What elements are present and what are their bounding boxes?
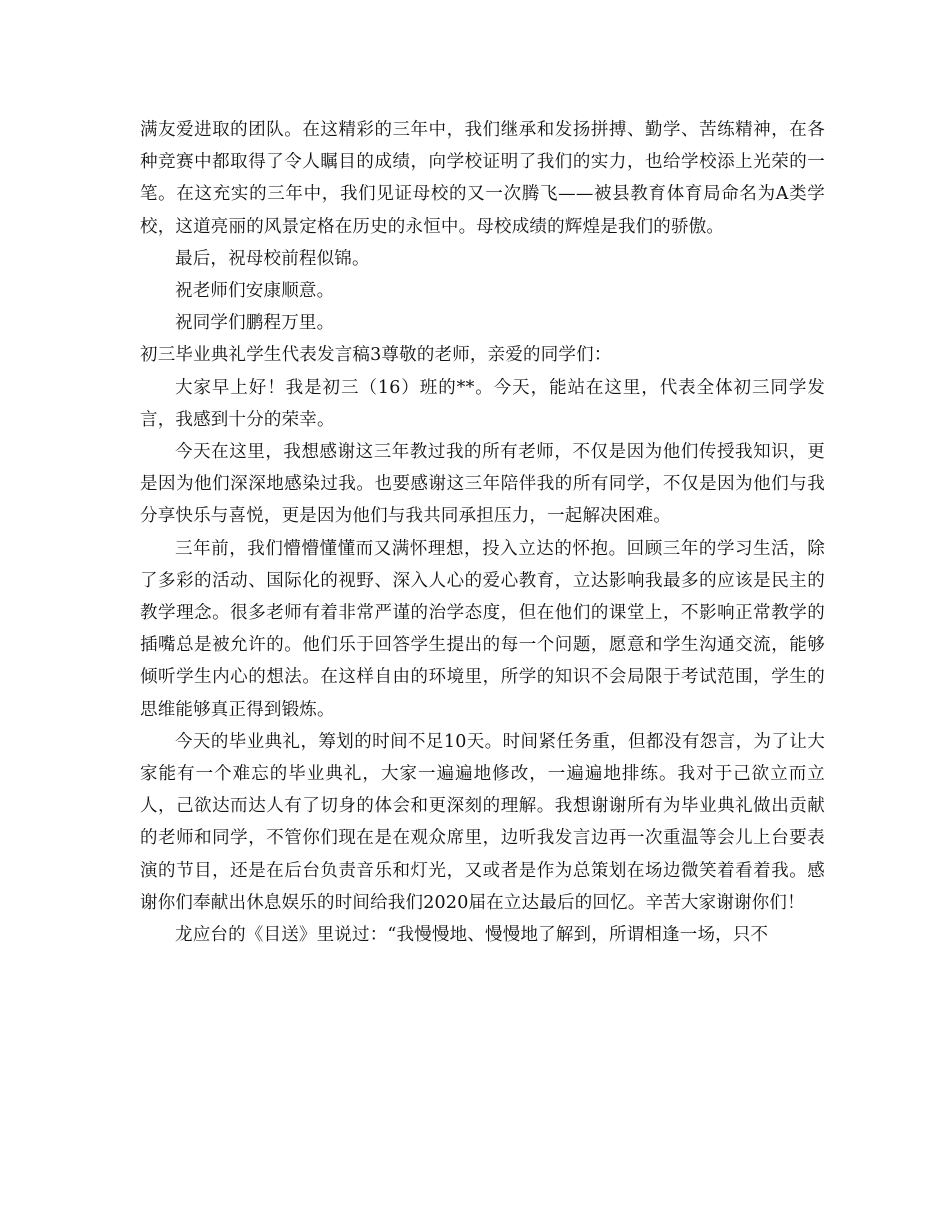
- speech-heading: 初三毕业典礼学生代表发言稿3尊敬的老师，亲爱的同学们：: [140, 345, 612, 366]
- paragraph-wish-classmates: 祝同学们鹏程万里。: [175, 313, 335, 334]
- paragraph-thanks: 今天在这里，我想感谢这三年教过我的所有老师，不仅是因为他们传授我知识，更是因为他们深深地感染过我。也要感谢这三年陪伴我的所有同学，不仅是因为他们与我分享快乐与喜悦，更是因为他们与我共同承担压力，一起解决困难。: [140, 442, 825, 527]
- paragraph-wish-teachers: 祝老师们安康顺意。: [175, 281, 335, 302]
- paragraph-ceremony: 今天的毕业典礼，筹划的时间不足10天。时间紧任务重，但都没有怨言，为了让大家能有一个难忘的毕业典礼，大家一遍遍地修改，一遍遍地排练。我对于己欲立而立人，己欲达而达人有了切身的体会和更深刻的理解。我想谢谢所有为毕业典礼做出贡献的老师和同学，不管你们现在是在观众席里，边听我发言边再一次重温等会儿上台要表演的节目，还是在后台负责音乐和灯光，又或者是作为总策划在场边微笑着看着我。感谢你们奉献出休息娱乐的时间给我们2020届在立达最后的回忆。辛苦大家谢谢你们！: [140, 731, 825, 913]
- paragraph-three-years: 三年前，我们懵懵懂懂而又满怀理想，投入立达的怀抱。回顾三年的学习生活，除了多彩的活动、国际化的视野、深入人心的爱心教育，立达影响我最多的应该是民主的教学理念。很多老师有着非常严谨的治学态度，但在他们的课堂上，不影响正常教学的插嘴总是被允许的。他们乐于回答学生提出的每一个问题，愿意和学生沟通交流，能够倾听学生内心的想法。在这样自由的环境里，所学的知识不会局限于考试范围，学生的思维能够真正得到锻炼。: [140, 538, 825, 720]
- document-body: [140, 114, 825, 951]
- paragraph-quote: 龙应台的《目送》里说过：“我慢慢地、慢慢地了解到，所谓相逢一场，只不: [175, 925, 769, 946]
- paragraph-greeting: 大家早上好！我是初三（16）班的**。今天，能站在这里，代表全体初三同学发言，我感到十分的荣幸。: [140, 377, 825, 430]
- paragraph-wish-school: 最后，祝母校前程似锦。: [175, 248, 370, 269]
- paragraph-continuation: 满友爱进取的团队。在这精彩的三年中，我们继承和发扬拼搏、勤学、苦练精神，在各种竞赛中都取得了令人瞩目的成绩，向学校证明了我们的实力，也给学校添上光荣的一笔。在这充实的三年中，我们见证母校的又一次腾飞——被县教育体育局命名为A类学校，这道亮丽的风景定格在历史的永恒中。母校成绩的辉煌是我们的骄傲。: [140, 120, 825, 237]
